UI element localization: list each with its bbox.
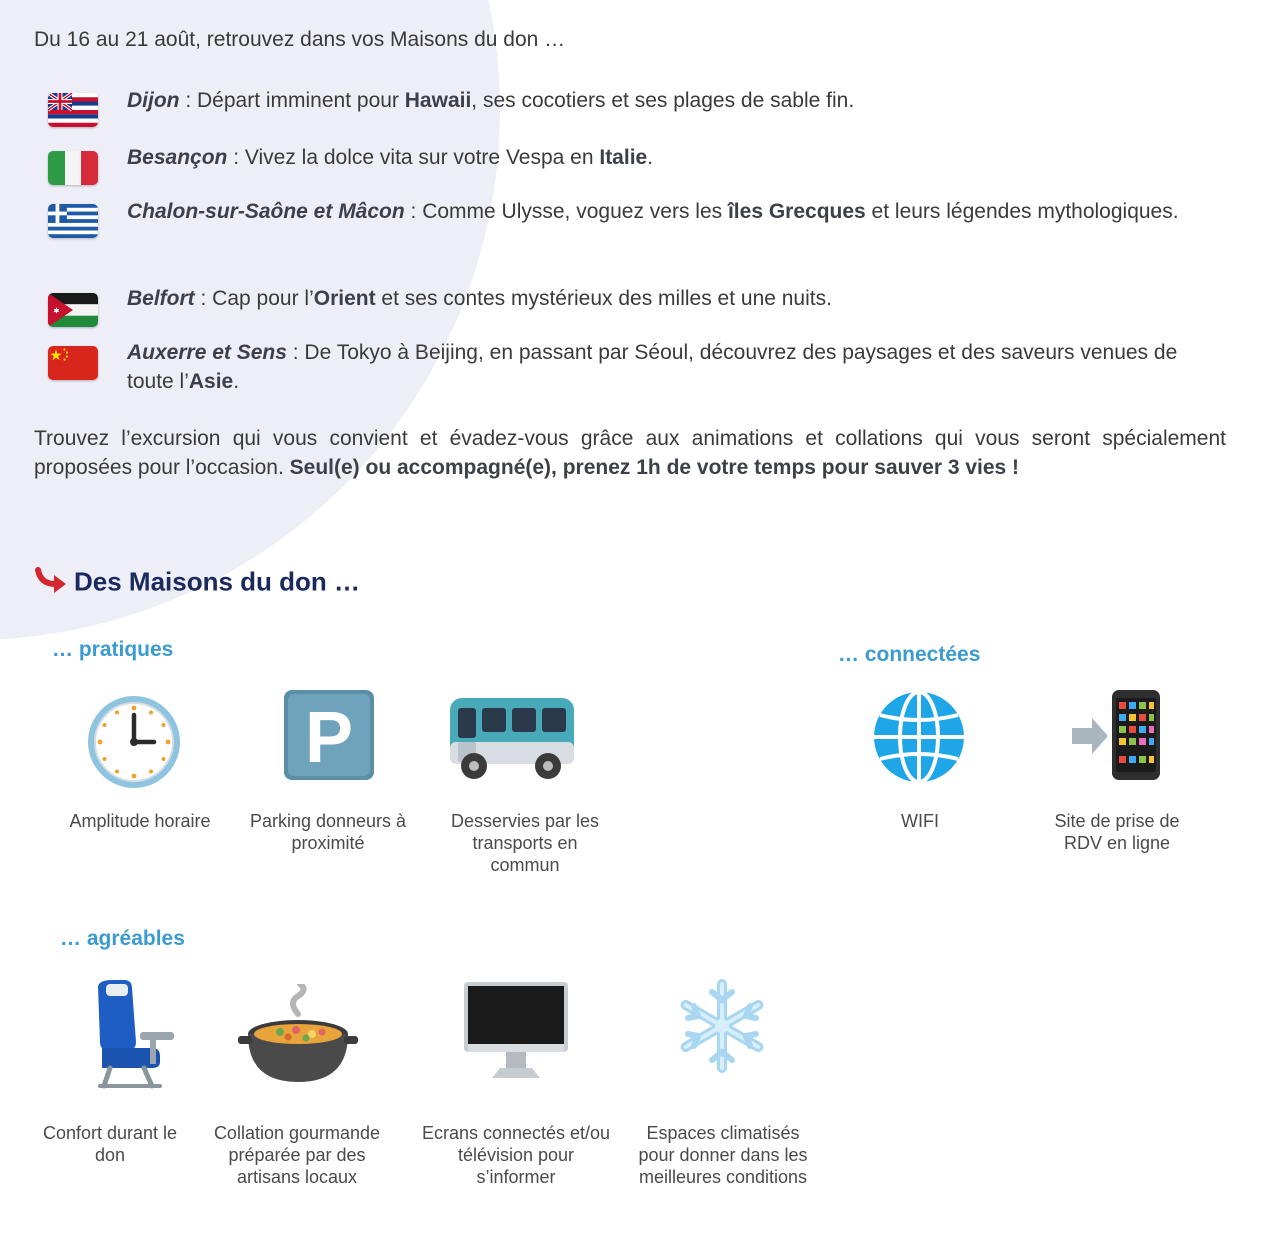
city-text-part: , ses cocotiers et ses plages de sable fin.: [471, 89, 855, 112]
monitor-icon: [462, 982, 570, 1087]
destination-name: Italie: [599, 146, 648, 169]
curved-arrow-icon: [34, 566, 68, 601]
feature-label: Confort durant le don: [42, 1123, 178, 1165]
city-name: Chalon-sur-Saône et Mâcon: [127, 200, 405, 223]
city-text-part: : Départ imminent pour: [179, 89, 405, 112]
city-text-part: : Vivez la dolce vita sur votre Vespa en: [227, 146, 600, 169]
destination-name: Asie: [188, 370, 234, 393]
stew-pot-icon: [238, 984, 358, 1093]
city-text-chalon-macon: [127, 197, 1227, 226]
paragraph-highlight: Seul(e) ou accompagné(e), prenez 1h de votre temps pour sauver 3 vies !: [289, 456, 1020, 479]
city-text-part: et leurs légendes mythologiques.: [865, 200, 1179, 223]
city-name: Belfort: [127, 287, 195, 310]
city-text-part: .: [647, 146, 654, 169]
feature-label: Collation gourmande préparée par des artisans locaux: [213, 1123, 381, 1187]
mobile-phone-icon: [1070, 690, 1164, 787]
feature-label: Desservies par les transports en commun: [450, 811, 600, 875]
description-paragraph: [34, 424, 1226, 482]
subhead-agreables: … agréables: [60, 927, 185, 950]
city-text-part: : Comme Ulysse, voguez vers les: [404, 200, 728, 223]
feature-label: WIFI: [901, 811, 939, 831]
city-text-part: et ses contes mystérieux des milles et une nuits.: [375, 287, 832, 310]
intro-text: Du 16 au 21 août, retrouvez dans vos Maisons du don …: [34, 28, 566, 51]
greece-flag-icon: [48, 204, 98, 238]
italy-flag-icon: [48, 151, 98, 185]
seat-icon: [90, 978, 180, 1095]
city-text-dijon: [127, 86, 1227, 115]
city-text-part: : De Tokyo à Beijing, en passant par Séoul, découvrez des paysages et des saveurs venues de toute l’: [127, 341, 1178, 393]
feature-label: Parking donneurs à proximité: [249, 811, 407, 853]
city-text-belfort: [127, 284, 1227, 313]
feature-label: Ecrans connectés et/ou télévision pour s’informer: [421, 1123, 611, 1187]
section-heading: [34, 566, 360, 601]
snowflake-icon: [674, 978, 770, 1079]
feature-label: Amplitude horaire: [69, 811, 211, 831]
subhead-connectees: … connectées: [838, 643, 981, 666]
city-text-part: .: [233, 370, 240, 393]
city-name: Dijon: [127, 89, 180, 112]
city-text-auxerre-sens: [127, 338, 1227, 396]
globe-icon: [872, 690, 966, 789]
feature-label: Espaces climatisés pour donner dans les meilleures conditions: [638, 1123, 808, 1187]
china-flag-icon: [48, 346, 98, 380]
paragraph-text: Trouvez l’excursion qui vous convient et évadez-vous grâce aux animations et collations qui vous seront spécialement proposées pour l’occasion.: [34, 427, 1226, 479]
destination-name: Orient: [313, 287, 376, 310]
city-text-besancon: [127, 143, 1227, 172]
svg-text:P: P: [304, 698, 354, 778]
city-name: Besançon: [127, 146, 228, 169]
destination-name: îles Grecques: [727, 200, 866, 223]
feature-label: Site de prise de RDV en ligne: [1054, 811, 1180, 853]
hawaii-flag-icon: [48, 93, 98, 127]
parking-icon: [284, 690, 374, 785]
city-name: Auxerre et Sens: [127, 341, 287, 364]
section-title: Des Maisons du don …: [74, 566, 361, 597]
jordan-flag-icon: [48, 293, 98, 327]
bus-icon: [448, 694, 576, 789]
city-text-part: : Cap pour l’: [194, 287, 314, 310]
destination-name: Hawaii: [404, 89, 472, 112]
subhead-pratiques: … pratiques: [52, 638, 174, 661]
clock-icon: [86, 694, 182, 795]
